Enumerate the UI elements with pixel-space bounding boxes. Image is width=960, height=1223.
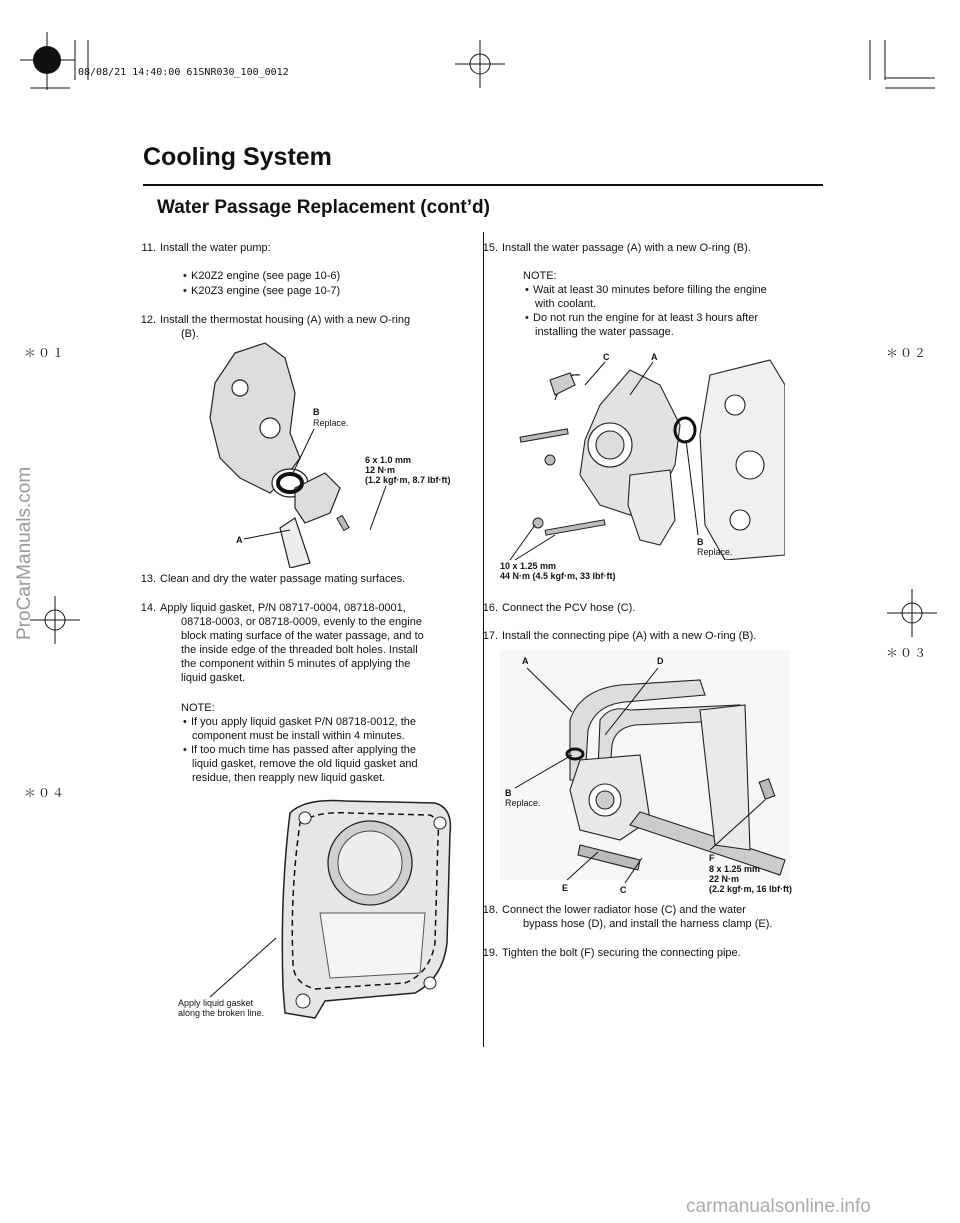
callout-c: C bbox=[603, 352, 610, 362]
step-14-line: block mating surface of the water passage, and to bbox=[181, 630, 424, 642]
step-18-cont: bypass hose (D), and install the harness clamp (E). bbox=[523, 918, 773, 930]
margin-marker: ＊０１ bbox=[24, 346, 67, 360]
note-label: NOTE: bbox=[181, 702, 215, 714]
connecting-pipe-figure bbox=[500, 650, 790, 880]
gasket-surface-figure bbox=[275, 793, 465, 1023]
callout-b-note: Replace. bbox=[505, 798, 541, 808]
margin-marker: ＊０３ bbox=[886, 646, 929, 660]
print-stamp: 08/08/21 14:40:00 61SNR030_100_0012 bbox=[78, 67, 289, 78]
bullet-cont: liquid gasket, remove the old liquid gasket and bbox=[192, 758, 418, 770]
gasket-note: along the broken line. bbox=[178, 1008, 265, 1018]
torque-spec-line: (1.2 kgf·m, 8.7 lbf·ft) bbox=[365, 475, 451, 485]
callout-d: D bbox=[657, 656, 664, 666]
callout-b-note: Replace. bbox=[313, 418, 349, 428]
step-14-line: liquid gasket. bbox=[181, 672, 246, 684]
torque-spec-line: 8 x 1.25 mm bbox=[709, 864, 761, 874]
note-label: NOTE: bbox=[523, 270, 557, 282]
callout-b: B bbox=[313, 407, 320, 417]
torque-spec-line: 6 x 1.0 mm bbox=[365, 455, 412, 465]
bullet-cont: residue, then reapply new liquid gasket. bbox=[192, 772, 386, 784]
gasket-note: Apply liquid gasket bbox=[178, 998, 254, 1008]
water-passage-figure bbox=[510, 345, 785, 560]
torque-spec-line: 10 x 1.25 mm bbox=[500, 561, 557, 571]
page-title: Cooling System bbox=[143, 143, 332, 171]
callout-c: C bbox=[620, 885, 627, 895]
torque-spec-line: 22 N·m bbox=[709, 874, 740, 884]
callout-b: B bbox=[697, 537, 704, 547]
footer-watermark: carmanualsonline.info bbox=[686, 1196, 871, 1217]
callout-b-note: Replace. bbox=[697, 547, 733, 557]
callout-a: A bbox=[522, 656, 529, 666]
step-14-line: the inside edge of the threaded bolt holes. Install bbox=[181, 644, 418, 656]
side-watermark: ProCarManuals.com bbox=[14, 466, 35, 640]
bullet-cont: installing the water passage. bbox=[535, 326, 674, 338]
callout-b: B bbox=[505, 788, 512, 798]
step-12-cont: (B). bbox=[181, 328, 199, 340]
callout-e: E bbox=[562, 883, 569, 893]
torque-spec-line: 12 N·m bbox=[365, 465, 396, 475]
step-14-line: the component within 5 minutes of applying the bbox=[181, 658, 411, 670]
bullet-cont: with coolant. bbox=[535, 298, 597, 310]
callout-a: A bbox=[236, 535, 243, 545]
callout-a: A bbox=[651, 352, 658, 362]
margin-marker: ＊０２ bbox=[886, 346, 929, 360]
title-rule bbox=[143, 184, 823, 186]
torque-spec-line: 44 N·m (4.5 kgf·m, 33 lbf·ft) bbox=[500, 571, 616, 581]
bullet-cont: component must be install within 4 minutes. bbox=[192, 730, 405, 742]
section-title: Water Passage Replacement (cont’d) bbox=[157, 197, 490, 218]
callout-f: F bbox=[709, 853, 715, 863]
torque-spec-line: (2.2 kgf·m, 16 lbf·ft) bbox=[709, 884, 793, 894]
margin-marker: ＊０４ bbox=[24, 786, 67, 800]
step-14-line: 08718-0003, or 08718-0009, evenly to the engine bbox=[181, 616, 422, 628]
thermostat-housing-figure bbox=[200, 338, 350, 568]
